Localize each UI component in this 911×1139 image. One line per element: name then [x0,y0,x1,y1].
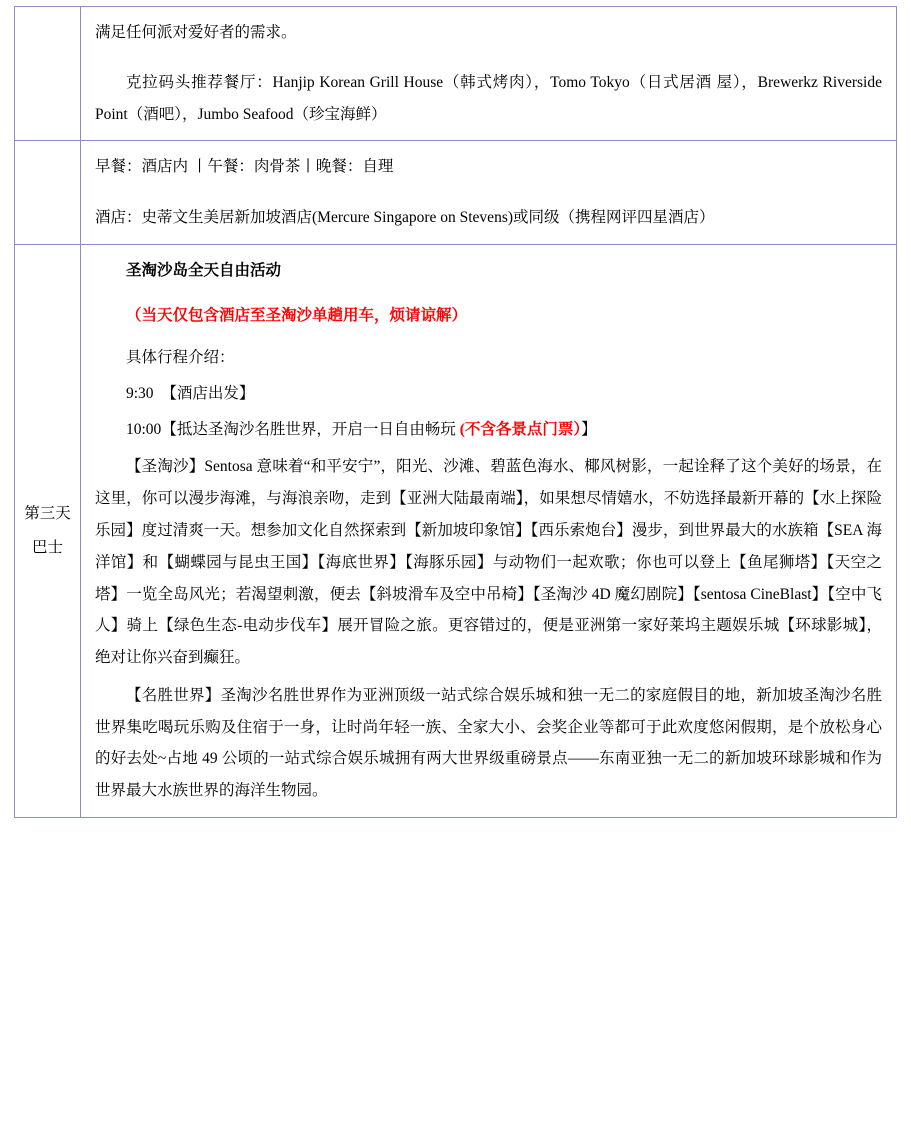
table-row [15,245,897,817]
schedule-intro: 具体行程介绍： [126,349,235,367]
day3-content-cell [81,245,897,817]
sentosa-description-paragraph: 【圣淘沙】Sentosa 意味着“和平安宁”，阳光、沙滩、碧蓝色海水、椰风树影，一起诠释了这个美好的场景，在这里，你可以漫步海滩，与海浪亲吻，走到【亚洲大陆最南端】，如果想尽情嬉水，不妨选择最新开幕的【水上探险乐园】度过清爽一天。想参加文化自然探索到【新加坡印象馆】【西乐索炮台】漫步，到世界最大的水族箱【SEA 海洋馆】和【蝴蝶园与昆虫王国】【海底世界】【海豚乐园】与动物们一起欢歌；你也可以登上【鱼尾狮塔】【天空之塔】一览全岛风光；若渴望刺激，便去【斜坡滑车及空中吊椅】【圣淘沙 4D 魔幻剧院】【sentosa CineBlast】【空中飞人】骑上【绿色生态-电动步伐车】展开冒险之旅。更容错过的，便是亚洲第一家好莱坞主题娱乐城【环球影城】，绝对让你兴奋到癫狂。 [95,458,882,667]
schedule-desc-2: 【抵达圣淘沙名胜世界，开启一日自由畅玩 [161,420,460,438]
meals-line: 早餐：酒店内 丨午餐：肉骨茶丨晚餐：自理 [95,158,394,176]
transport-label: 巴士 [31,539,63,557]
paragraph-text: 满足任何派对爱好者的需求。 [95,24,297,41]
schedule-time-1: 9:30 [126,384,154,402]
restaurant-recommendation-paragraph: 克拉码头推荐餐厅：Hanjip Korean Grill House（韩式烤肉），Tomo Tokyo（日式居酒 屋），Brewerkz Riverside Point（酒吧），Jumbo Seafood（珍宝海鲜） [95,73,882,123]
schedule-item-1 [95,378,882,410]
day-number-label: 第三天 [24,505,71,523]
schedule-item-2 [95,414,882,446]
table-row [15,7,897,141]
section-heading: 圣淘沙岛全天自由活动 [126,262,282,280]
schedule-tail-2: 】 [581,420,597,438]
itinerary-table [14,6,897,818]
table-row [15,141,897,245]
notice-text: （当天仅包含酒店至圣淘沙单趟用车，烦请谅解） [126,307,468,325]
day-label-cell-day3 [15,245,81,817]
day-label-cell-empty [15,7,81,141]
schedule-highlight-2: (不含各景点门票） [459,420,582,438]
meals-and-hotel-cell [81,141,897,245]
resorts-world-description-paragraph: 【名胜世界】圣淘沙名胜世界作为亚洲顶级一站式综合娱乐城和独一无二的家庭假目的地，新加坡圣淘沙名胜世界集吃喝玩乐购及住宿于一身，让时尚年轻一族、全家大小、会奖企业等都可于此欢度悠闲假期，是个放松身心的好去处~占地 49 公顷的一站式综合娱乐城拥有两大世界级重磅景点——东南亚独一无二的新加坡环球影城和作为世界最大水族世界的海洋生物园。 [95,686,882,800]
schedule-time-2: 10:00 [126,420,162,438]
hotel-line: 酒店：史蒂文生美居新加坡酒店(Mercure Singapore on Stevens)或同级（携程网评四星酒店） [95,208,715,226]
day-label-cell-empty-2 [15,141,81,245]
day2-tail-content-cell [81,7,897,141]
schedule-desc-1: 【酒店出发】 [161,384,255,402]
